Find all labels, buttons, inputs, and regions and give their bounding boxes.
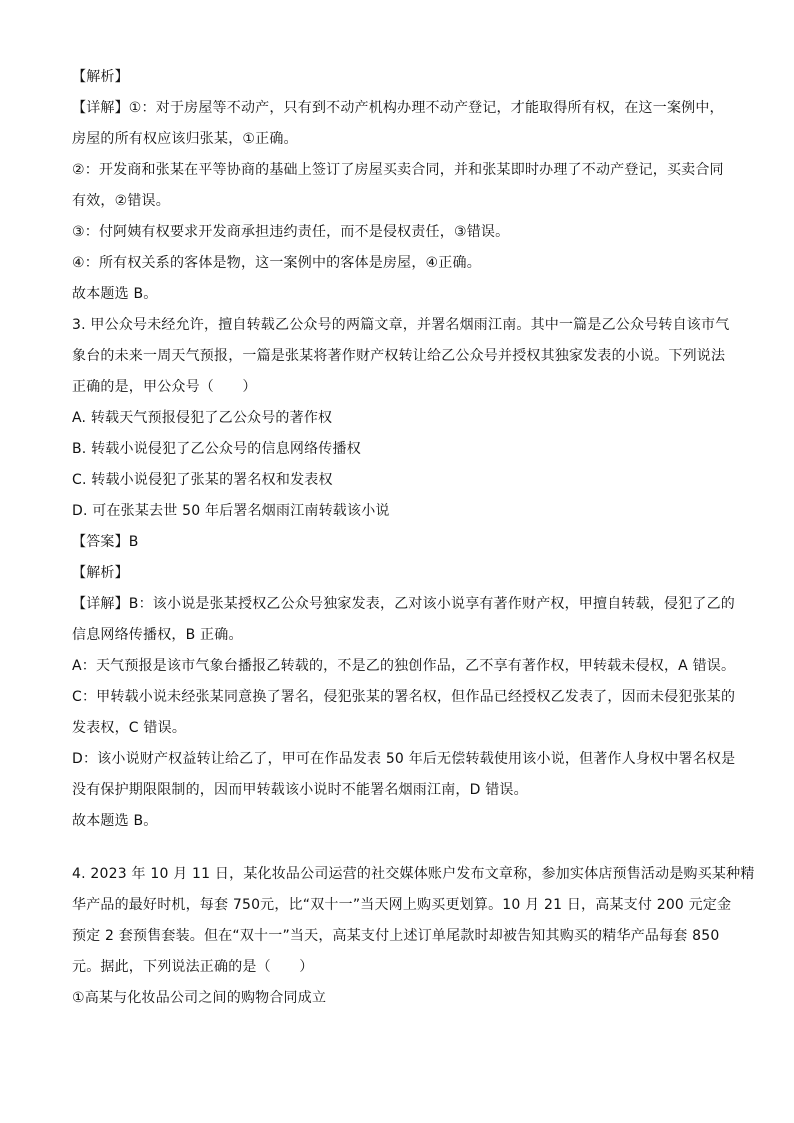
question-4-stem: 预定 2 套预售套装。但在“双十一”当天，高某支付上述订单尾款时却被告知其购买的精华产品每套 850 (72, 928, 720, 944)
question-3-stem: 正确的是，甲公众号（ ） (72, 379, 257, 395)
analysis-label: 【解析】 (72, 565, 129, 581)
question-4-stem: 元。据此，下列说法正确的是（ ） (72, 959, 314, 975)
document-page (72, 62, 755, 1014)
detail-b-line: 信息网络传播权，B 正确。 (72, 627, 243, 643)
detail-c-line: C：甲转载小说未经张某同意换了署名，侵犯张某的署名权，但作品已经授权乙发表了，因而未侵犯张某的 (72, 689, 736, 705)
detail-paragraph-line: 房屋的所有权应该归张某，①正确。 (72, 131, 298, 147)
section-spacer (72, 837, 724, 859)
option-d: D. 可在张某去世 50 年后署名烟雨江南转载该小说 (72, 503, 390, 519)
analysis-label: 【解析】 (72, 69, 129, 85)
option-c: C. 转载小说侵犯了张某的署名权和发表权 (72, 472, 333, 488)
detail-d-line: 没有保护期限限制的，因而甲转载该小说时不能署名烟雨江南，D 错误。 (72, 782, 528, 798)
detail-c-line: 发表权，C 错误。 (72, 720, 187, 736)
point-2-line: 有效，②错误。 (72, 193, 170, 209)
option-a: A. 转载天气预报侵犯了乙公众号的著作权 (72, 410, 333, 426)
answer-line: 【答案】B (72, 534, 139, 550)
question-3-stem: 3. 甲公众号未经允许，擅自转载乙公众号的两篇文章，并署名烟雨江南。其中一篇是乙公众号转自该市气 (72, 317, 730, 333)
option-b: B. 转载小说侵犯了乙公众号的信息网络传播权 (72, 441, 361, 457)
conclusion-line: 故本题选 B。 (72, 286, 158, 302)
point-2-line: ②：开发商和张某在平等协商的基础上签订了房屋买卖合同，并和张某即时办理了不动产登记，买卖合同 (72, 162, 724, 178)
detail-a-line: A：天气预报是该市气象台播报乙转载的，不是乙的独创作品，乙不享有著作权，甲转载未侵权，A 错误。 (72, 658, 736, 674)
point-4-line: ④：所有权关系的客体是物，这一案例中的客体是房屋，④正确。 (72, 255, 481, 271)
detail-paragraph-line: 【详解】①：对于房屋等不动产，只有到不动产机构办理不动产登记，才能取得所有权，在这一案例中， (72, 100, 724, 116)
point-3-line: ③：付阿姨有权要求开发商承担违约责任，而不是侵权责任，③错误。 (72, 224, 510, 240)
question-4-stem: 华产品的最好时机，每套 750元，比“双十一”当天网上购买更划算。10 月 21 日，高某支付 200 元定金 (72, 897, 732, 913)
statement-1: ①高某与化妆品公司之间的购物合同成立 (72, 990, 327, 1006)
question-3-stem: 象台的未来一周天气预报，一篇是张某将著作财产权转让给乙公众号并授权其独家发表的小说。下列说法 (72, 348, 726, 364)
detail-b-line: 【详解】B：该小说是张某授权乙公众号独家发表，乙对该小说享有著作财产权，甲擅自转载，侵犯了乙的 (72, 596, 736, 612)
detail-d-line: D：该小说财产权益转让给乙了，甲可在作品发表 50 年后无偿转载使用该小说，但著作人身权中署名权是 (72, 751, 736, 767)
conclusion-line: 故本题选 B。 (72, 813, 158, 829)
question-4-stem: 4. 2023 年 10 月 11 日，某化妆品公司运营的社交媒体账户发布文章称，参加实体店预售活动是购买某种精 (72, 866, 755, 882)
